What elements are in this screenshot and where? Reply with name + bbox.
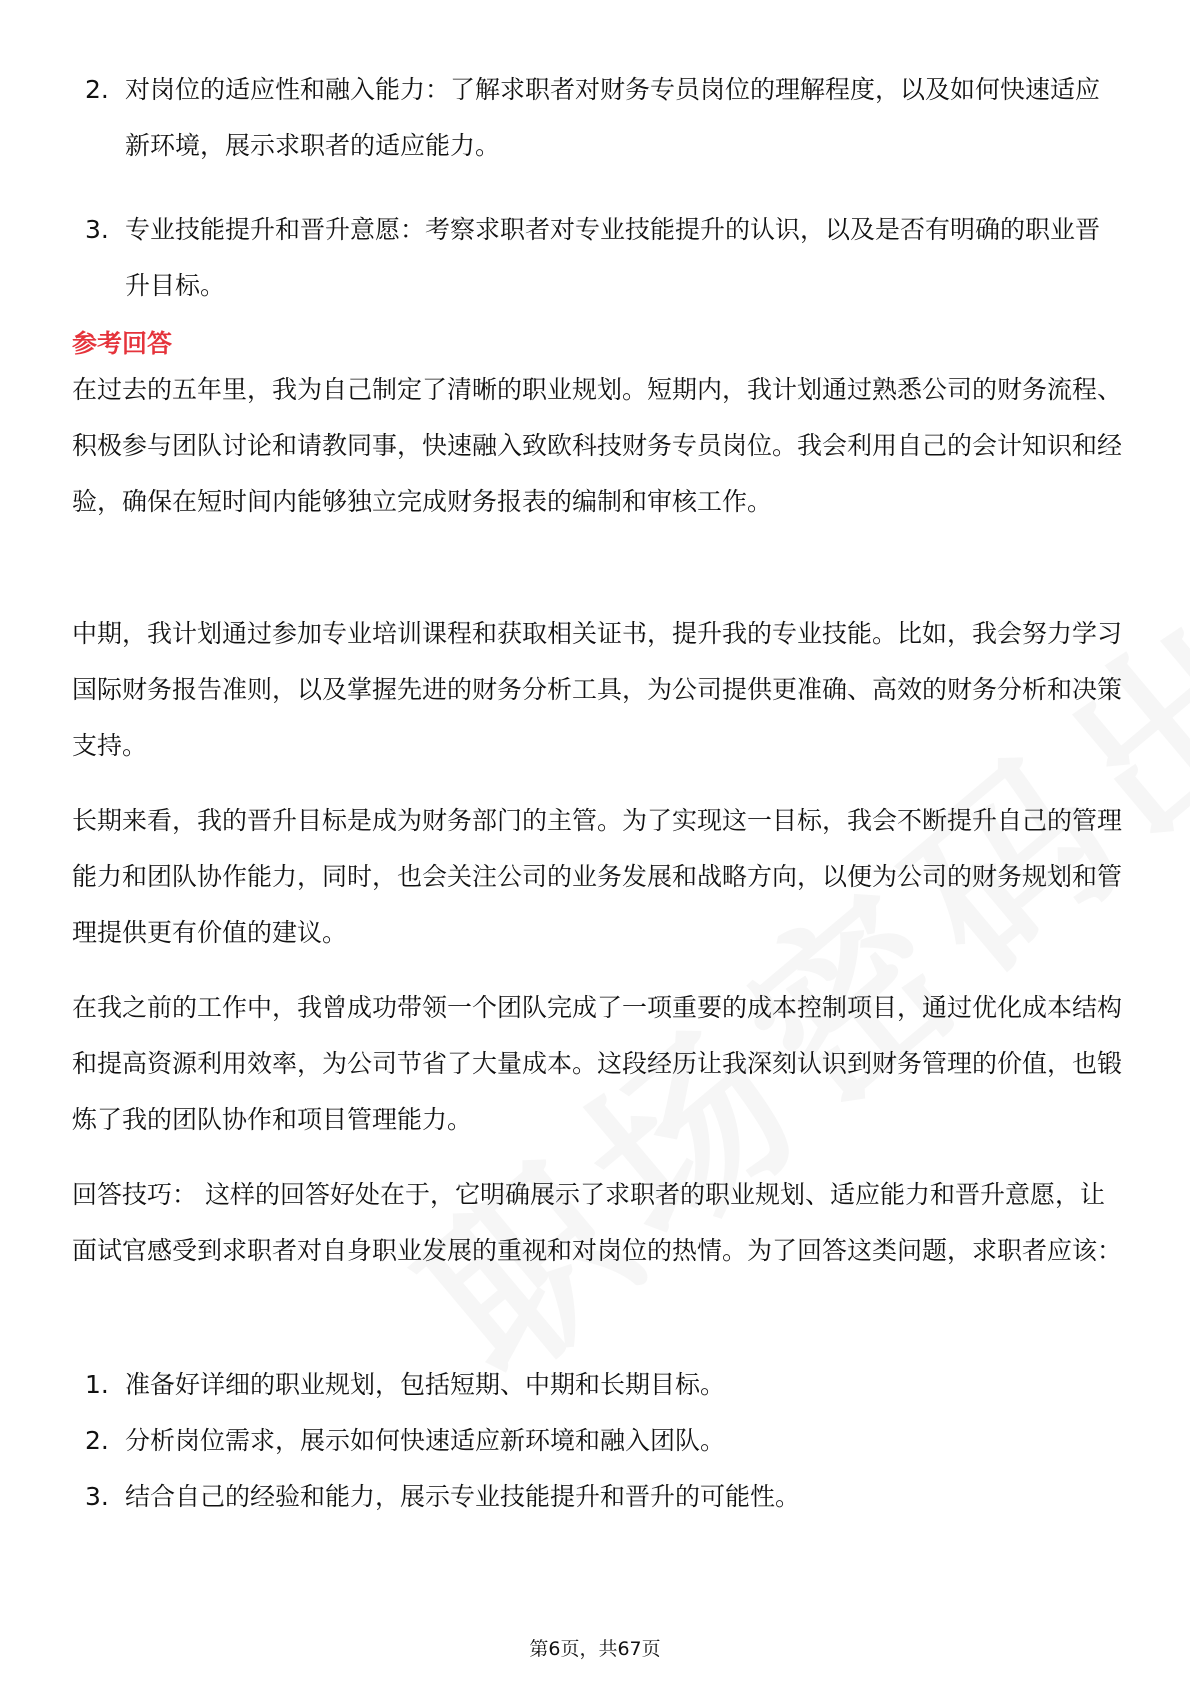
list-item-text: 专业技能提升和晋升意愿：考察求职者对专业技能提升的认识，以及是否有明确的职业晋升目标。 [125,215,1101,300]
paragraph-answer-tips: 回答技巧： 这样的回答好处在于，它明确展示了求职者的职业规划、适应能力和晋升意愿，让面试官感受到求职者对自身职业发展的重视和对岗位的热情。为了回答这类问题，求职者应该： [72,1180,1123,1265]
list-number: 3. [85,215,109,244]
list-item [72,202,1122,314]
list-item-text: 准备好详细的职业规划，包括短期、中期和长期目标。 [125,1370,726,1399]
list-number: 2. [85,1426,109,1455]
tips-numbered-list [72,1357,1122,1525]
top-numbered-list [72,62,1122,342]
list-item [72,1357,1122,1413]
paragraph-short-term: 在过去的五年里，我为自己制定了清晰的职业规划。短期内，我计划通过熟悉公司的财务流程、积极参与团队讨论和请教同事，快速融入致欧科技财务专员岗位。我会利用自己的会计知识和经验，确保在短时间内能够独立完成财务报表的编制和审核工作。 [72,375,1123,516]
list-item [72,1469,1122,1525]
list-number: 1. [85,1370,109,1399]
list-item-text: 分析岗位需求，展示如何快速适应新环境和融入团队。 [125,1426,726,1455]
list-number: 3. [85,1482,109,1511]
list-item [72,1413,1122,1469]
list-item-text: 对岗位的适应性和融入能力：了解求职者对财务专员岗位的理解程度，以及如何快速适应新环境，展示求职者的适应能力。 [125,75,1101,160]
paragraph-mid-term: 中期，我计划通过参加专业培训课程和获取相关证书，提升我的专业技能。比如，我会努力学习国际财务报告准则，以及掌握先进的财务分析工具，为公司提供更准确、高效的财务分析和决策支持。 [72,619,1123,760]
list-item [72,62,1122,174]
page-footer: 第6页，共67页 [529,1638,661,1660]
list-number: 2. [85,75,109,104]
paragraph-long-term: 长期来看，我的晋升目标是成为财务部门的主管。为了实现这一目标，我会不断提升自己的管理能力和团队协作能力，同时，也会关注公司的业务发展和战略方向，以便为公司的财务规划和管理提供更有价值的建议。 [72,806,1123,947]
section-heading: 参考回答 [72,329,173,358]
paragraph-experience: 在我之前的工作中，我曾成功带领一个团队完成了一项重要的成本控制项目，通过优化成本结构和提高资源利用效率，为公司节省了大量成本。这段经历让我深刻认识到财务管理的价值，也锻炼了我的团队协作和项目管理能力。 [72,993,1123,1134]
list-item-text: 结合自己的经验和能力，展示专业技能提升和晋升的可能性。 [125,1482,801,1511]
